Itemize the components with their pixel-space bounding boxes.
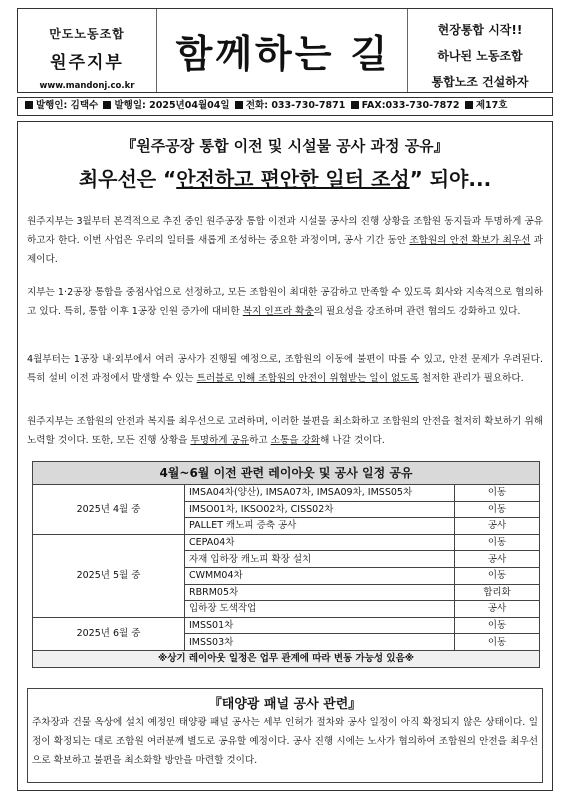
headline-suffix: ” 되야... [409, 167, 492, 191]
solar-body: 주차장과 건물 옥상에 설치 예정인 태양광 패널 공사는 세부 인허가 절차와 공사 일정이 아직 확정되지 않은 상태이다. 일정이 확정되는 대로 조합원 여러분께 별도로 공유할 예정이다. 공사 진행 시에는 노사가 협의하여 조합원의 안전을 최우선으로 확보하고 불편을 최소화할 방안을 마련할 것이다. [32, 717, 538, 766]
slogan-line-1: 현장통합 시작!! [437, 23, 523, 37]
paragraph-2 [27, 283, 543, 321]
type-cell: 이동 [455, 567, 540, 584]
website-link[interactable]: www.mandonj.co.kr [39, 81, 135, 91]
month-cell: 2025년 6월 중 [33, 617, 185, 650]
item-cell: 입하장 도색작업 [185, 601, 455, 618]
square-bullet-icon [351, 101, 359, 109]
publisher: 발행인: 김택수 [36, 100, 99, 111]
type-cell: 합리화 [455, 584, 540, 601]
info-bar [17, 97, 553, 116]
p3-text-end: 철저한 관리가 필요하다. [418, 373, 524, 384]
p1-text-end: 과제이다. [27, 235, 544, 265]
item-cell: IMSA04차(양산), IMSA07차, IMSA09차, IMSS05차 [185, 485, 455, 502]
type-cell: 공사 [455, 518, 540, 535]
item-cell: 자재 입하장 캐노피 확장 설치 [185, 551, 455, 568]
item-cell: IMSO01차, IKSO02차, CISS02차 [185, 501, 455, 518]
item-cell: PALLET 캐노피 증축 공사 [185, 518, 455, 535]
org-block [18, 9, 157, 92]
p3-text: 4월부터는 1공장 내·외부에서 여러 공사가 진행될 예정으로, 조합원의 이동에 불편이 따를 수 있고, 안전 문제가 우려된다. 특히 설비 이전 과정에서 발생할 수 있는 [27, 354, 543, 384]
square-bullet-icon [25, 101, 33, 109]
p3-underline: 트러블로 인해 조합원의 안전이 위협받는 일이 없도록 [196, 373, 419, 384]
slogan-block [407, 9, 552, 92]
month-cell: 2025년 4월 중 [33, 485, 185, 535]
newsletter-title: 함께하는 길 [175, 32, 391, 76]
branch-name: 원주지부 [50, 53, 124, 73]
publish-date: 발행일: 2025년04월04일 [114, 100, 230, 111]
square-bullet-icon [103, 101, 111, 109]
table-row [33, 617, 540, 634]
schedule-table [32, 461, 540, 668]
square-bullet-icon [465, 101, 473, 109]
issue-number: 제17호 [475, 100, 508, 111]
article-headline [0, 163, 570, 192]
paragraph-3 [27, 350, 543, 388]
article-subtitle: 『원주공장 통합 이전 및 시설물 공사 과정 공유』 [121, 137, 449, 155]
headline-highlight: 안전하고 편안한 일터 조성 [176, 167, 410, 191]
schedule-note: ※상기 레이아웃 일정은 업무 관계에 따라 변동 가능성 있음※ [33, 650, 540, 667]
p1-text: 원주지부는 3월부터 본격적으로 추진 중인 원주공장 통합 이전과 시설물 공사의 진행 상황을 조합원 동지들과 투명하게 공유하고자 한다. 이번 사업은 우리의 일터를 새롭게 조성하는 중요한 과정이며, 공사 기간 동안 [27, 216, 543, 246]
type-cell: 이동 [455, 485, 540, 502]
p4-underline-1: 투명하게 공유 [190, 435, 250, 446]
p4-text-mid: 하고 [249, 435, 271, 446]
slogan-line-2: 하나된 노동조합 [437, 49, 523, 63]
p1-underline: 조합원의 안전 확보가 최우선 [409, 235, 531, 246]
item-cell: CEPA04차 [185, 534, 455, 551]
p2-underline: 복지 인프라 확충 [242, 306, 314, 317]
schedule-title: 4월~6월 이전 관련 레이아웃 및 공사 일정 공유 [33, 462, 540, 485]
table-row [33, 534, 540, 551]
type-cell: 이동 [455, 617, 540, 634]
headline-prefix: 최우선은 “ [78, 167, 177, 191]
type-cell: 공사 [455, 551, 540, 568]
p4-text: 원주지부는 조합원의 안전과 복지를 최우선으로 고려하며, 이러한 불편을 최소화하고 조합원의 안전을 철저히 확보하기 위해 노력할 것이다. 또한, 모든 진행 상황을 [27, 416, 543, 446]
masthead [17, 8, 553, 93]
item-cell: CWMM04차 [185, 567, 455, 584]
item-cell: IMSS03차 [185, 634, 455, 651]
solar-title: 『태양광 패널 공사 관련』 [208, 697, 362, 712]
item-cell: RBRM05차 [185, 584, 455, 601]
type-cell: 이동 [455, 501, 540, 518]
p2-text: 지부는 1·2공장 통합을 중점사업으로 선정하고, 모든 조합원이 최대한 공감하고 만족할 수 있도록 회사와 지속적으로 협의하고 있다. 특히, 통합 이후 1공장 인원 증가에 대비한 [27, 287, 543, 317]
type-cell: 이동 [455, 634, 540, 651]
fax-number: FAX:033-730-7872 [361, 100, 460, 111]
slogan-line-3: 통합노조 건설하자 [431, 75, 529, 89]
paragraph-1 [27, 212, 543, 269]
p4-text-end: 해 나갈 것이다. [320, 435, 385, 446]
table-row [33, 485, 540, 502]
solar-panel-box [27, 688, 543, 783]
month-cell: 2025년 5월 중 [33, 534, 185, 617]
phone-number: 전화: 033-730-7871 [245, 100, 346, 111]
item-cell: IMSS01차 [185, 617, 455, 634]
type-cell: 공사 [455, 601, 540, 618]
paragraph-4 [27, 412, 543, 450]
org-name: 만도노동조합 [49, 27, 125, 41]
type-cell: 이동 [455, 534, 540, 551]
p4-underline-2: 소통을 강화 [270, 435, 321, 446]
square-bullet-icon [235, 101, 243, 109]
p2-text-end: 의 필요성을 강조하며 관련 협의도 강화하고 있다. [313, 306, 521, 317]
